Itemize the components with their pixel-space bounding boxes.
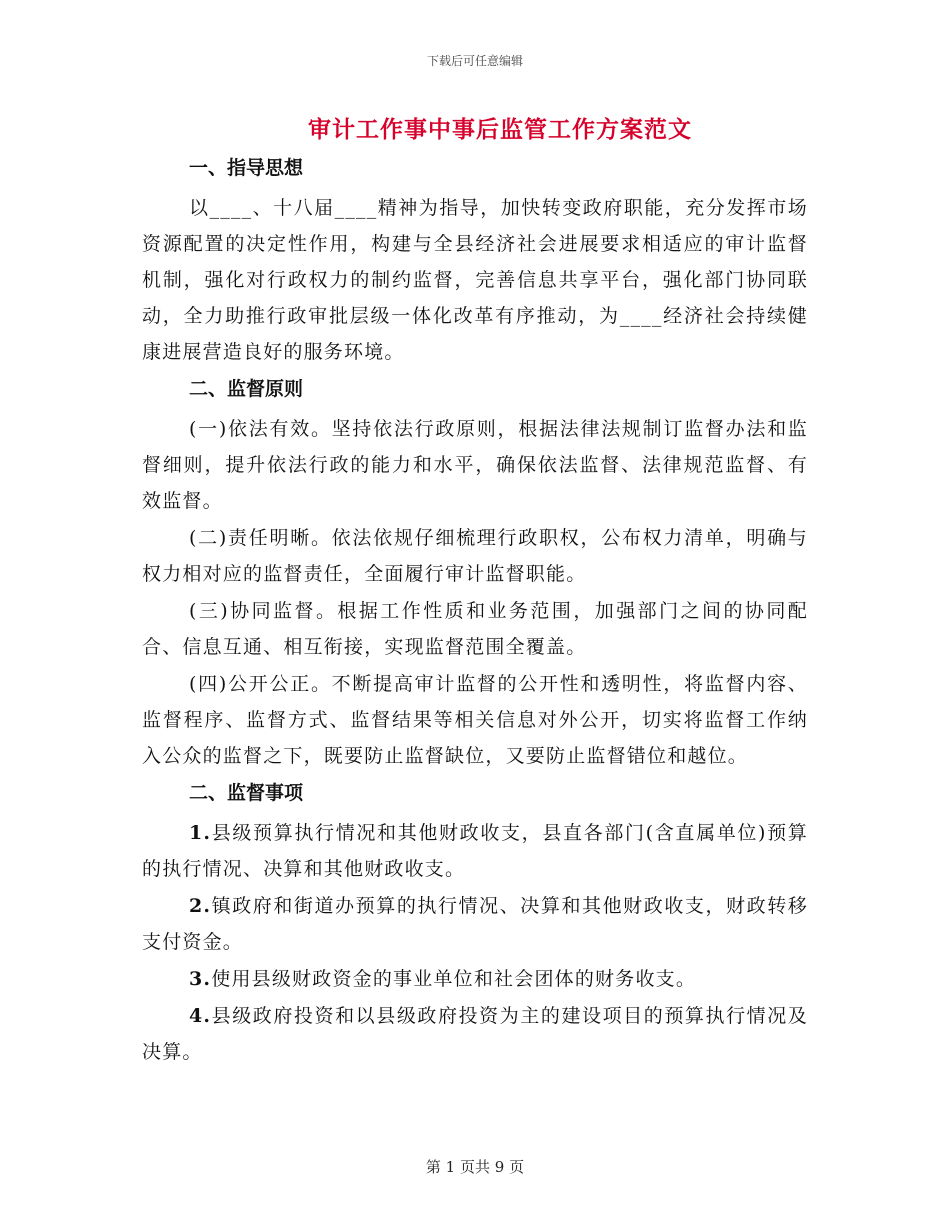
document-body (142, 150, 808, 1071)
list-item (142, 998, 808, 1070)
paragraph-guiding-ideology: 以____、十八届____精神为指导，加快转变政府职能，充分发挥市场资源配置的决定性作用，构建与全县经济社会进展要求相适应的审计监督机制，强化对行政权力的制约监督，完善信息共享平台，强化部门协同联动，全力助推行政审批层级一体化改革有序推动，为____经济社会持续健康进展营造良好的服务环境。 (142, 197, 808, 363)
header-note: 下载后可任意编辑 (426, 54, 523, 68)
item-text: 县级预算执行情况和其他财政收支，县直各部门(含直属单位)预算的执行情况、决算和其他财政收支。 (142, 822, 808, 880)
section-heading-supervision-items: 二、监督事项 (189, 782, 304, 804)
item-text: 镇政府和街道办预算的执行情况、决算和其他财政收支，财政转移支付资金。 (142, 895, 808, 953)
item-number: 4. (189, 1005, 212, 1027)
item-number: 3. (189, 968, 212, 990)
paragraph-principle-coordination: (三)协同监督。根据工作性质和业务范围，加强部门之间的协同配合、信息互通、相互衔接，实现监督范围全覆盖。 (142, 600, 808, 658)
item-number: 1. (189, 822, 212, 844)
list-item (142, 961, 808, 997)
page-footer: 第 1 页共 9 页 (425, 1158, 525, 1176)
paragraph-principle-openness: (四)公开公正。不断提高审计监督的公开性和透明性，将监督内容、监督程序、监督方式、监督结果等相关信息对外公开，切实将监督工作纳入公众的监督之下，既要防止监督缺位，又要防止监督错位和越位。 (142, 673, 808, 767)
section-heading-supervision-principles: 二、监督原则 (189, 378, 304, 400)
list-item (142, 815, 808, 887)
section-heading-guiding-ideology: 一、指导思想 (189, 157, 304, 179)
list-item (142, 888, 808, 960)
item-text: 使用县级财政资金的事业单位和社会团体的财务收支。 (211, 968, 697, 990)
document-title: 审计工作事中事后监管工作方案范文 (308, 117, 692, 143)
paragraph-principle-responsibility: (二)责任明晰。依法依规仔细梳理行政职权，公布权力清单，明确与权力相对应的监督责任，全面履行审计监督职能。 (142, 527, 808, 585)
item-text: 县级政府投资和以县级政府投资为主的建设项目的预算执行情况及决算。 (142, 1005, 808, 1063)
item-number: 2. (189, 895, 212, 917)
paragraph-principle-lawful: (一)依法有效。坚持依法行政原则，根据法律法规制订监督办法和监督细则，提升依法行政的能力和水平，确保依法监督、法律规范监督、有效监督。 (142, 418, 808, 512)
